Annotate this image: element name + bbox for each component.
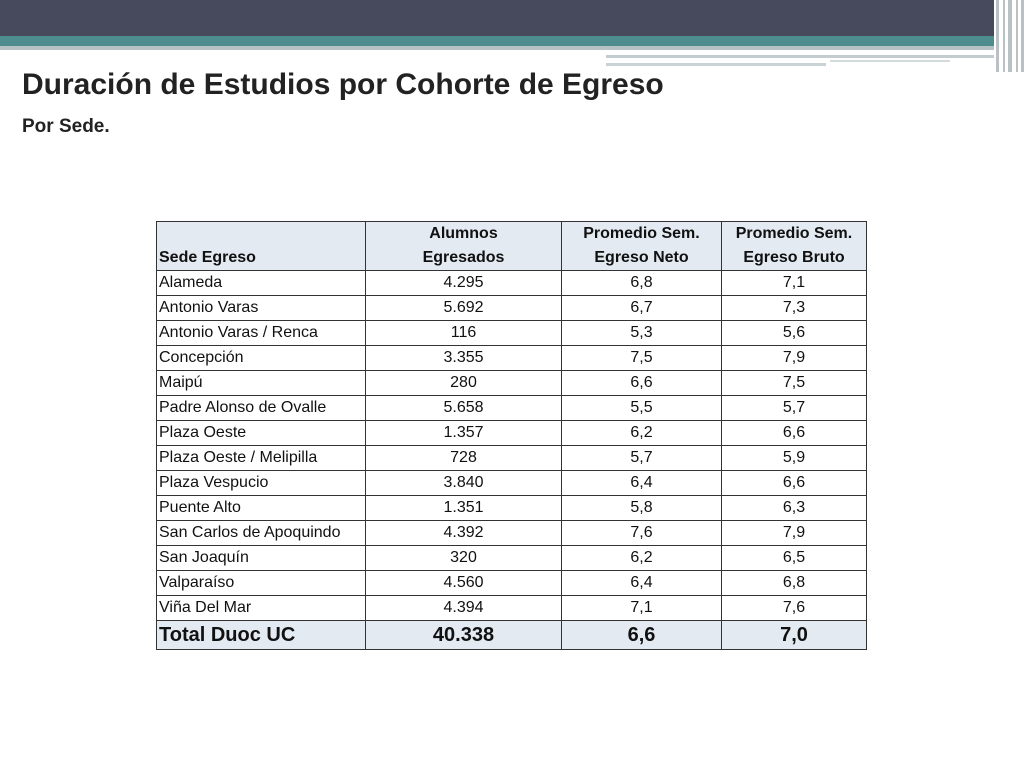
slide-title: Duración de Estudios por Cohorte de Egreso [22, 68, 664, 101]
column-header: Promedio Sem. Egreso Neto [562, 222, 722, 271]
table-cell: Maipú [157, 371, 366, 396]
table-cell: 280 [366, 371, 562, 396]
table-cell: 6,6 [562, 621, 722, 650]
table-cell: 6,7 [562, 296, 722, 321]
table-row [157, 271, 867, 296]
table-cell: Plaza Oeste [157, 421, 366, 446]
table-cell: 5,9 [722, 446, 867, 471]
table-cell: 5,8 [562, 496, 722, 521]
table-cell: Plaza Oeste / Melipilla [157, 446, 366, 471]
header-line [606, 63, 826, 66]
table-row [157, 546, 867, 571]
table-cell: 7,3 [722, 296, 867, 321]
table-row [157, 371, 867, 396]
table-cell: 3.840 [366, 471, 562, 496]
table-cell: Alameda [157, 271, 366, 296]
table-cell: 40.338 [366, 621, 562, 650]
header-line [830, 60, 950, 62]
table-cell: 1.357 [366, 421, 562, 446]
table-cell: San Carlos de Apoquindo [157, 521, 366, 546]
table-row [157, 471, 867, 496]
header-band-dark [0, 0, 1024, 36]
table-cell: 320 [366, 546, 562, 571]
table-cell: 6,6 [562, 371, 722, 396]
table-cell: Valparaíso [157, 571, 366, 596]
table-cell: 4.392 [366, 521, 562, 546]
table-cell: Concepción [157, 346, 366, 371]
table-cell: 6,3 [722, 496, 867, 521]
table-cell: 728 [366, 446, 562, 471]
corner-stripes [994, 0, 1024, 72]
header-line [606, 55, 996, 58]
table-header-row [157, 222, 867, 271]
column-header: Alumnos Egresados [366, 222, 562, 271]
table-row [157, 446, 867, 471]
table-cell: 4.560 [366, 571, 562, 596]
table-cell: 7,0 [722, 621, 867, 650]
table-cell: 4.295 [366, 271, 562, 296]
table-cell: 5,5 [562, 396, 722, 421]
table-row [157, 521, 867, 546]
table-row [157, 571, 867, 596]
column-header: Sede Egreso [157, 222, 366, 271]
table-cell: 7,1 [722, 271, 867, 296]
table-cell: 7,6 [722, 596, 867, 621]
table-row [157, 496, 867, 521]
slide-subtitle: Por Sede. [22, 116, 110, 137]
table-cell: 116 [366, 321, 562, 346]
table-cell: 7,9 [722, 346, 867, 371]
table-row [157, 321, 867, 346]
table-body [157, 271, 867, 621]
table-row [157, 396, 867, 421]
table-cell: Total Duoc UC [157, 621, 366, 650]
table-cell: 7,5 [562, 346, 722, 371]
table-cell: 6,6 [722, 471, 867, 496]
table-cell: 5.658 [366, 396, 562, 421]
header-band-teal [0, 36, 1024, 46]
table-cell: 6,5 [722, 546, 867, 571]
table-cell: Padre Alonso de Ovalle [157, 396, 366, 421]
table-cell: 7,5 [722, 371, 867, 396]
table-cell: 6,8 [562, 271, 722, 296]
table-cell: 3.355 [366, 346, 562, 371]
table-cell: 7,6 [562, 521, 722, 546]
table-cell: 5,6 [722, 321, 867, 346]
table-row [157, 346, 867, 371]
table-cell: 4.394 [366, 596, 562, 621]
table-cell: 6,4 [562, 471, 722, 496]
table-cell: Plaza Vespucio [157, 471, 366, 496]
table-cell: 5,7 [562, 446, 722, 471]
table-row [157, 421, 867, 446]
total-row [157, 621, 867, 650]
table-cell: 6,8 [722, 571, 867, 596]
table-row [157, 296, 867, 321]
table-cell: 7,1 [562, 596, 722, 621]
table-cell: Viña Del Mar [157, 596, 366, 621]
table-cell: 5,3 [562, 321, 722, 346]
table-cell: Antonio Varas / Renca [157, 321, 366, 346]
table-cell: 6,2 [562, 546, 722, 571]
table-cell: 5,7 [722, 396, 867, 421]
data-table [156, 221, 867, 650]
table-cell: 6,4 [562, 571, 722, 596]
table-cell: 5.692 [366, 296, 562, 321]
table-cell: 1.351 [366, 496, 562, 521]
table-cell: 6,6 [722, 421, 867, 446]
table-cell: 7,9 [722, 521, 867, 546]
table-cell: 6,2 [562, 421, 722, 446]
table-row [157, 596, 867, 621]
column-header: Promedio Sem. Egreso Bruto [722, 222, 867, 271]
header-notch [0, 50, 606, 62]
table-cell: Puente Alto [157, 496, 366, 521]
table-cell: Antonio Varas [157, 296, 366, 321]
table-cell: San Joaquín [157, 546, 366, 571]
